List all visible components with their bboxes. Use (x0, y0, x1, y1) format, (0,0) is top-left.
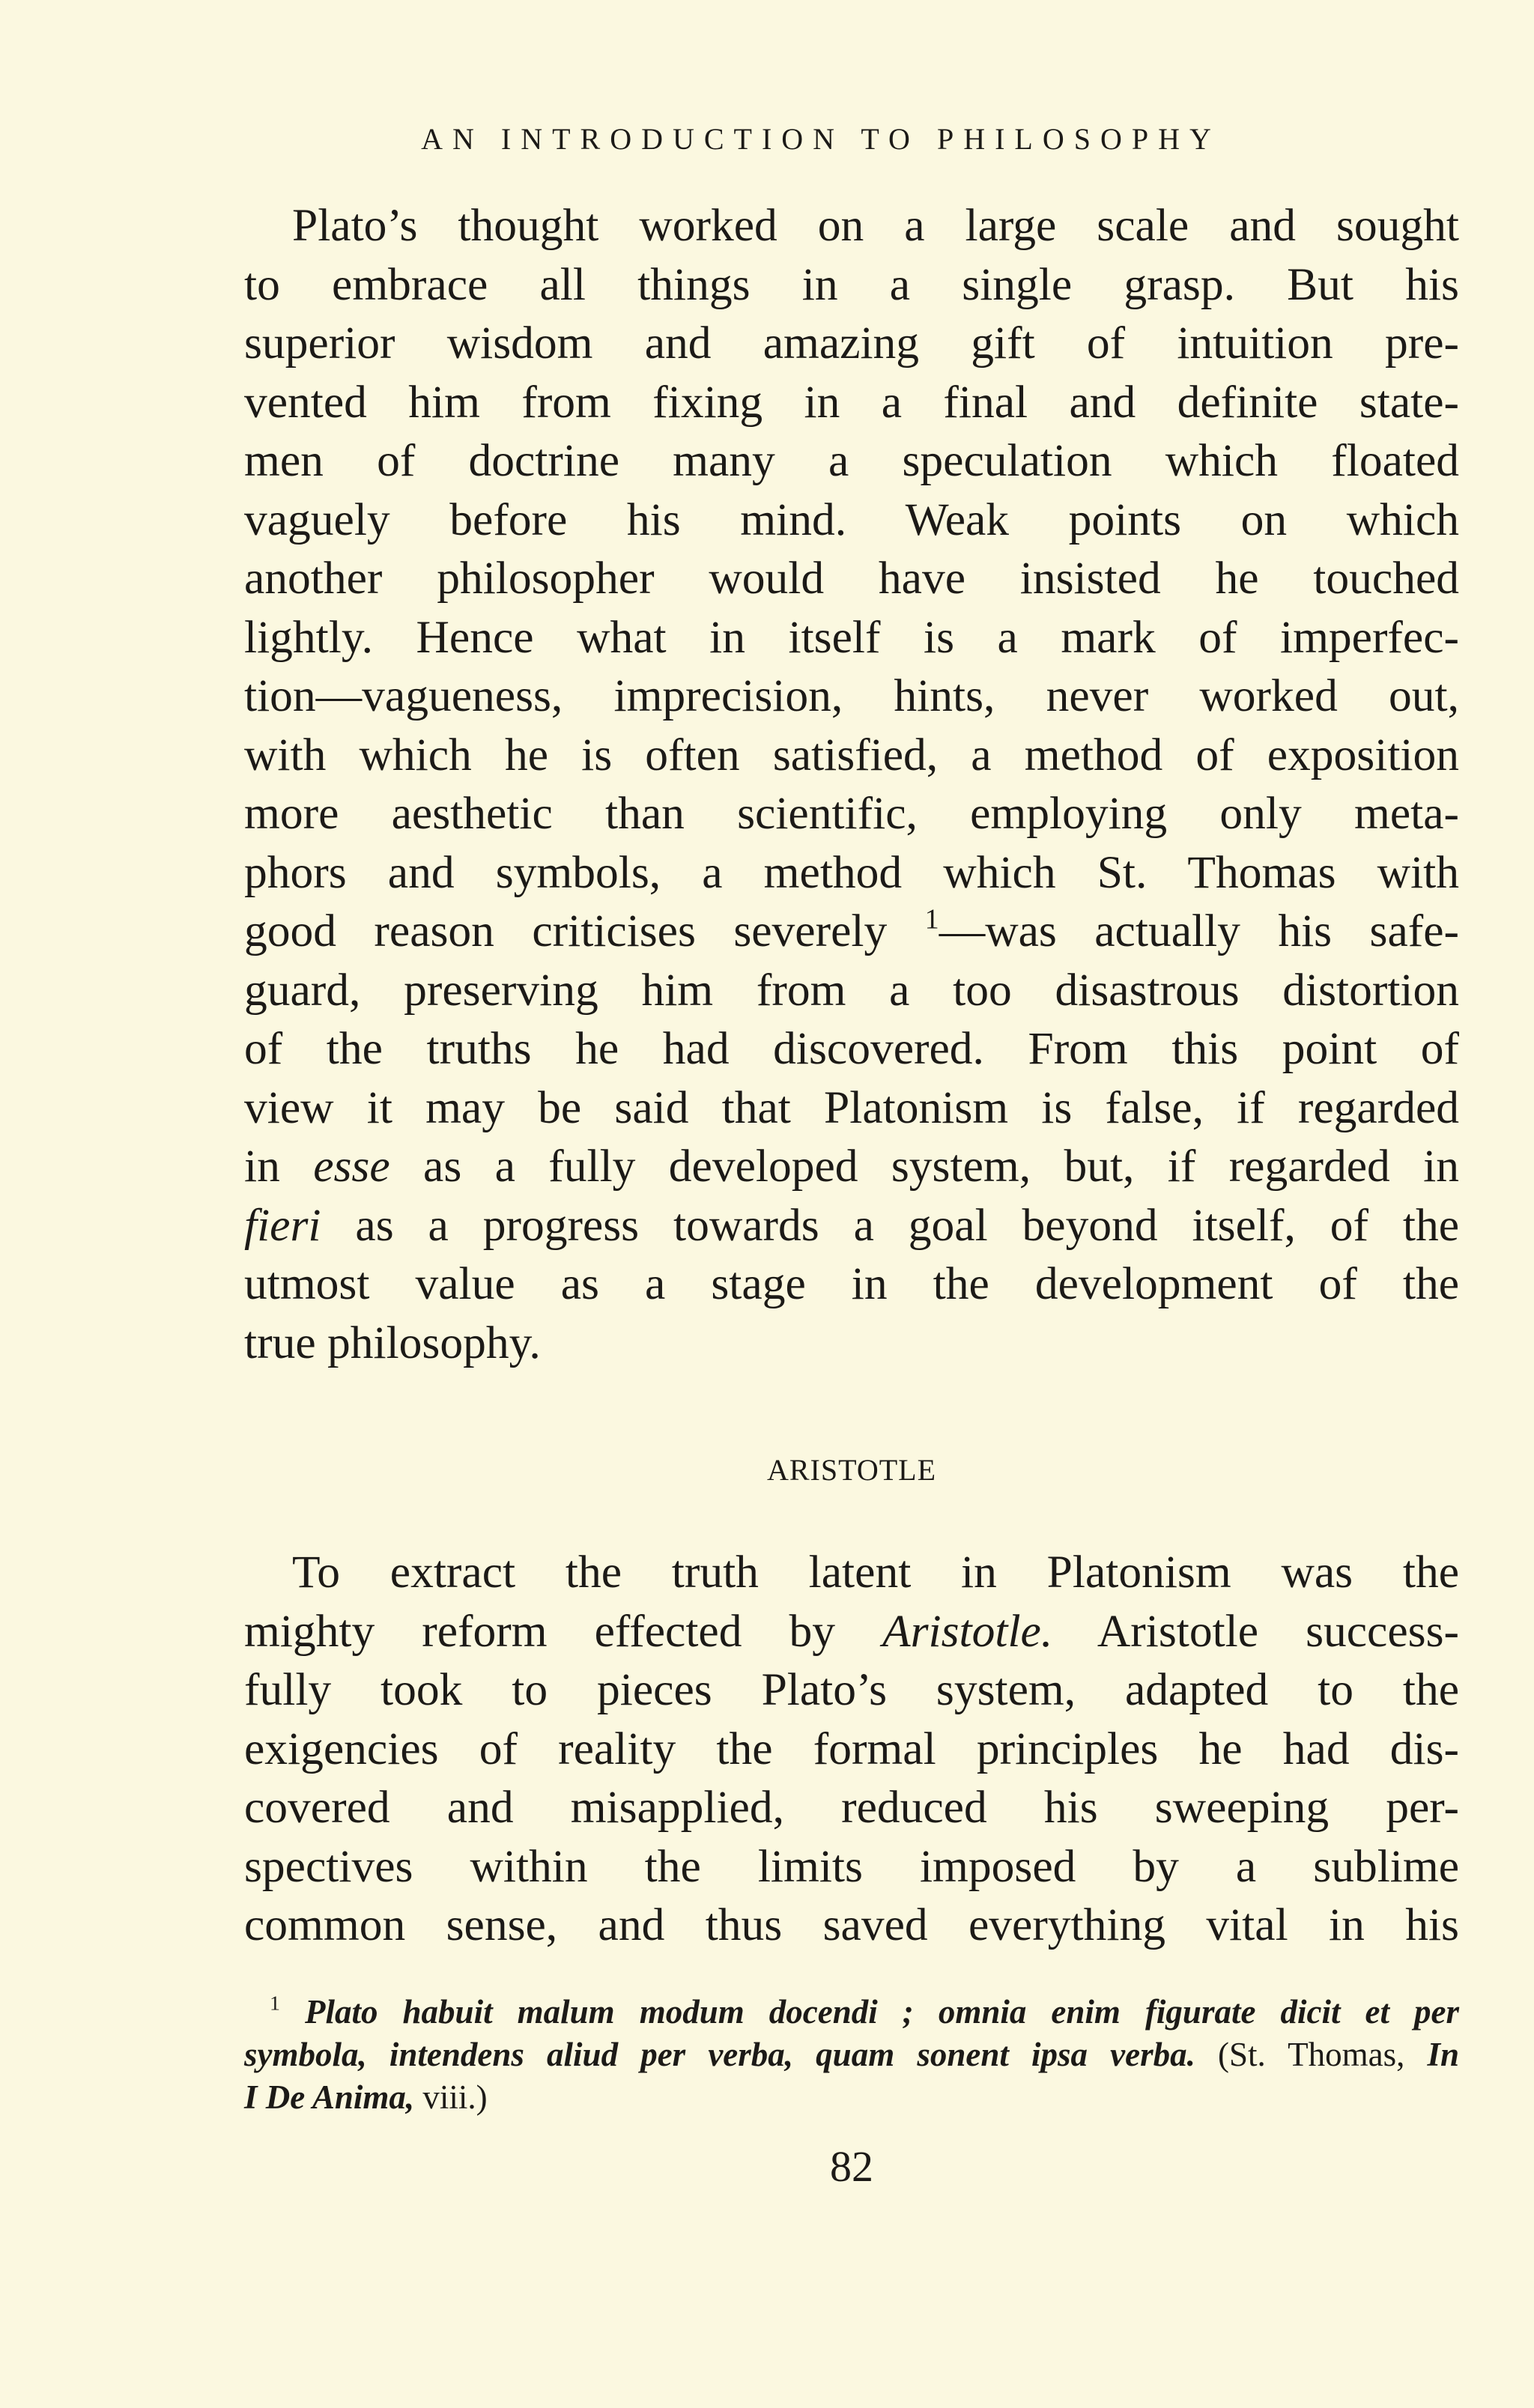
text-line: men of doctrine many a speculation which floated (244, 435, 1459, 486)
text-line: utmost value as a stage in the development of the (244, 1258, 1459, 1309)
text-line-with-footnote-ref: good reason criticises severely $^1$—was actually his safe- (244, 903, 1459, 956)
text-line: vaguely before his mind. Weak points on which (244, 494, 1459, 545)
text-line: Plato’s thought worked on a large scale and sought (292, 200, 1459, 251)
footnote-line: $^1$ Plato habuit malum modum docendi ; omnia enim figurate dicit et per (270, 1992, 1460, 2031)
text-line: superior wisdom and amazing gift of intuition pre- (244, 318, 1459, 369)
text-line: of the truths he had discovered. From this point of (244, 1023, 1459, 1074)
page-number: 82 (830, 2142, 873, 2191)
text-line: more aesthetic than scientific, employing only meta- (244, 788, 1459, 839)
text-line: to embrace all things in a single grasp. But his (244, 258, 1459, 310)
text-line-with-italic: fieri as a progress towards a goal beyond itself, of the (244, 1199, 1459, 1251)
text-line: with which he is often satisfied, a method of exposition (244, 729, 1459, 780)
text-line: exigencies of reality the formal principles he had dis- (244, 1723, 1459, 1774)
text-line: tion—vagueness, imprecision, hints, never worked out, (244, 670, 1459, 721)
text-line: view it may be said that Platonism is false, if regarded (244, 1082, 1459, 1133)
text-line: true philosophy. (244, 1317, 541, 1368)
text-line: covered and misapplied, reduced his sweeping per- (244, 1782, 1459, 1833)
text-line: another philosopher would have insisted he touched (244, 553, 1459, 604)
section-heading: ARISTOTLE (766, 1453, 937, 1487)
footnote (244, 1991, 1459, 2119)
text-line: guard, preserving him from a too disastrous distortion (244, 964, 1459, 1016)
footnote-marker: 1 (270, 1992, 280, 2016)
text-line: phors and symbols, a method which St. Thomas with (244, 846, 1459, 898)
italic-term: Aristotle. (882, 1605, 1053, 1657)
text-line: To extract the truth latent in Platonism was the (292, 1547, 1459, 1598)
paragraph-plato (244, 196, 1459, 1372)
running-head: AN INTRODUCTION TO PHILOSOPHY (421, 122, 1221, 156)
text-line: common sense, and thus saved everything vital in his (244, 1899, 1459, 1950)
text-line: vented him from fixing in a final and definite state- (244, 376, 1459, 428)
footnote-ref: 1 (924, 903, 939, 935)
paragraph-aristotle (244, 1543, 1459, 1955)
italic-term: fieri (244, 1199, 321, 1251)
footnote-line: I De Anima, viii.) (244, 2078, 488, 2116)
text-line: spectives within the limits imposed by a sublime (244, 1840, 1459, 1892)
italic-term: esse (313, 1141, 390, 1192)
text-line: fully took to pieces Plato’s system, adapted to the (244, 1664, 1459, 1715)
footnote-line: symbola, intendens aliud per verba, quam sonent ipsa verba. (St. Thomas, In (244, 2036, 1460, 2073)
text-line-with-italic: in esse as a fully developed system, but, if regarded in (244, 1141, 1459, 1192)
text-line-with-italic: mighty reform effected by Aristotle. Aristotle success- (244, 1605, 1459, 1657)
text-line: lightly. Hence what in itself is a mark of imperfec- (244, 611, 1459, 663)
